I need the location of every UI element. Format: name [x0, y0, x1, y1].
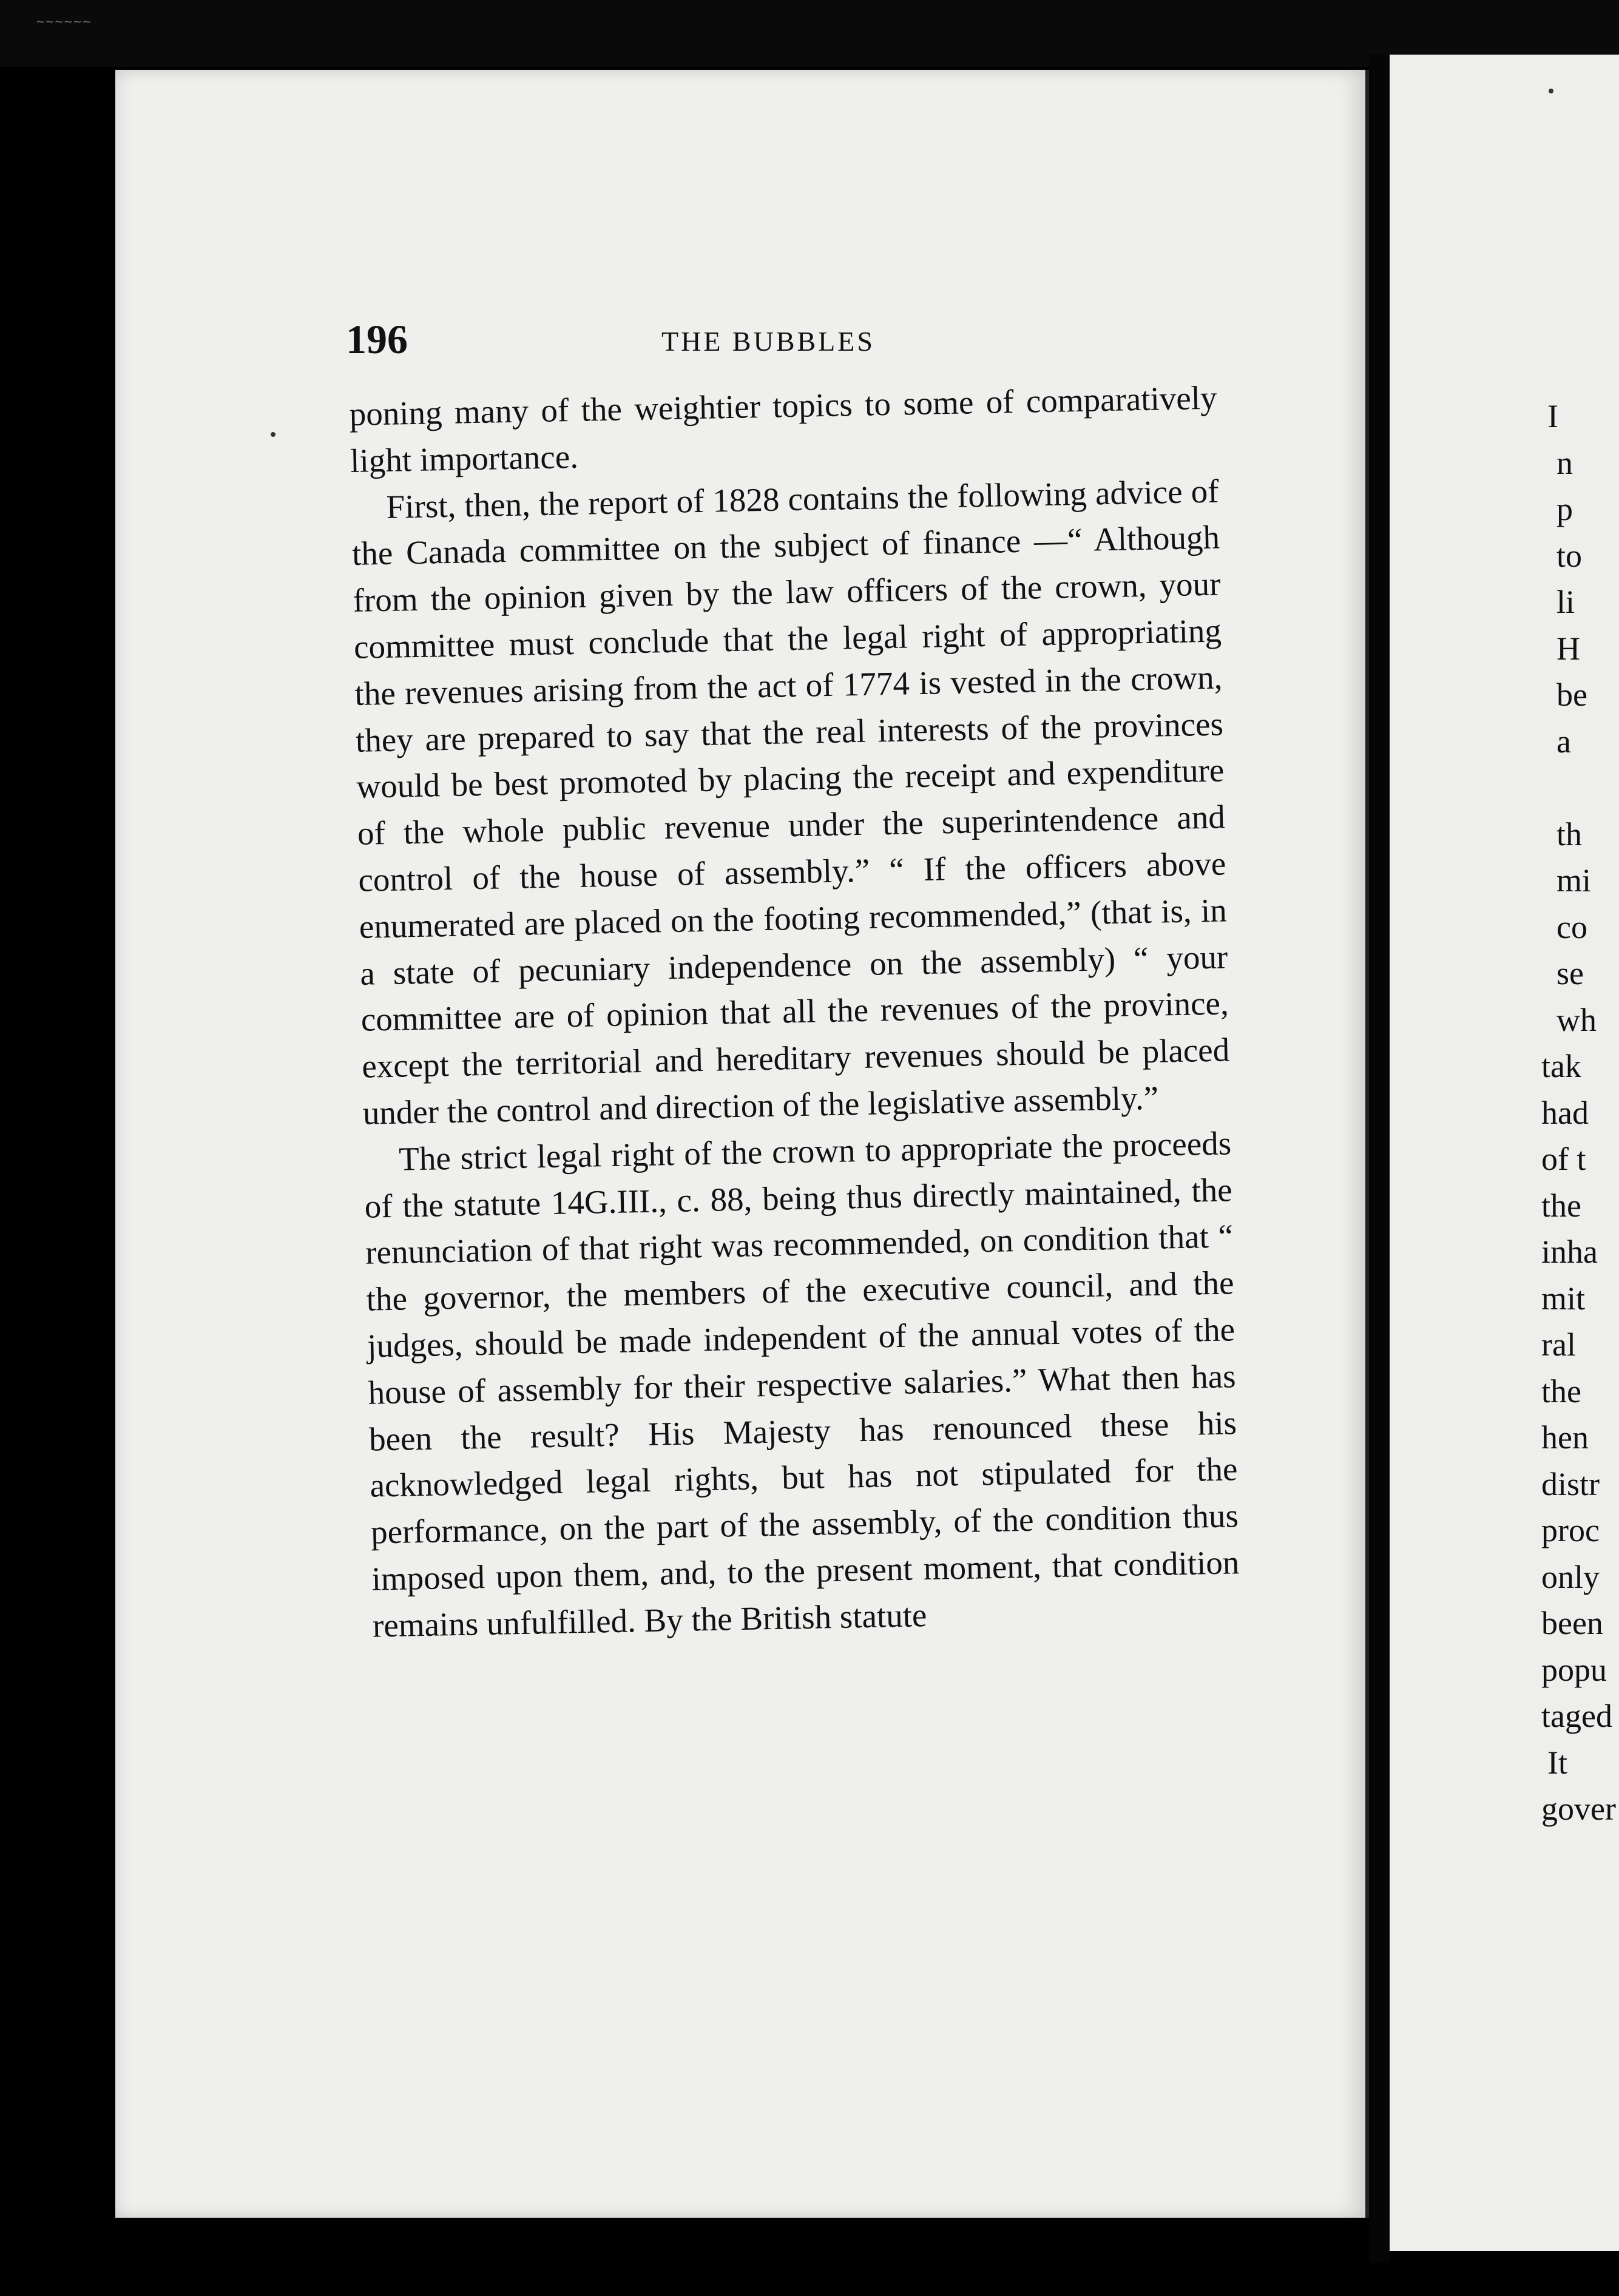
facing-page-fragment: been	[1541, 1605, 1603, 1641]
margin-speck	[271, 432, 275, 437]
facing-page-fragment: tak	[1541, 1048, 1581, 1084]
facing-page-fragment: had	[1541, 1094, 1589, 1131]
facing-page-fragment: proc	[1541, 1512, 1600, 1548]
paragraph: The strict legal right of the crown to appropriate the proceeds of the statute 14G.III., c. 88, being thus directly maintained, the renunciation of that right was recommended, on condition that “ the governor, the members of the executive council, and the judges, should be made independent of the annual votes of the house of assembly for their respective salaries.” What then has been the result? His Majesty has renounced these his acknowledged legal rights, but has not stipulated for the performance, on the part of the assembly, of the condition thus imposed upon them, and, to the present moment, that condition remains unfulfilled. By the British statute	[364, 1124, 1240, 1644]
facing-page-fragment: co	[1556, 908, 1587, 945]
body-text	[349, 375, 1241, 1650]
page-header	[346, 316, 1220, 370]
facing-page-fragment: mit	[1541, 1280, 1586, 1317]
facing-page-fragment: to	[1556, 537, 1583, 574]
facing-page-fragment: of t	[1541, 1141, 1586, 1177]
facing-page-fragment: th	[1556, 815, 1583, 853]
facing-page-edge	[1390, 55, 1619, 2251]
facing-page-fragment: distr	[1541, 1465, 1600, 1502]
facing-page-fragment: se	[1556, 955, 1584, 991]
facing-page-fragment: gover	[1541, 1791, 1616, 1827]
facing-page-fragment: H	[1556, 630, 1580, 667]
page-number: 196	[346, 316, 408, 362]
facing-page-fragment: hen	[1541, 1419, 1589, 1456]
paragraph: First, then, the report of 1828 contains the following advice of the Canada committee on the subject of finance —“ Although from the opinion given by the law officers of the crown, your committee must conclude that the legal right of appropriating the revenues arising from the act of 1774 is vested in the crown, they are prepared to say that the real interests of the provinces would be best promoted by placing the receipt and expenditure of the whole public revenue under the superintendence and control of the house of assembly.” “ If the officers above enumerated are placed on the footing recommended,” (that is, in a state of pecuniary independence on the assembly) “ your committee are of opinion that all the revenues of the province, except the territorial and hereditary revenues should be placed under the control and direction of the legislative assembly.”	[351, 472, 1230, 1132]
paragraph: poning many of the weightier topics to some of comparatively light importance.	[349, 379, 1218, 479]
running-head: THE BUBBLES	[661, 326, 875, 357]
facing-page-fragment: taged	[1541, 1698, 1612, 1734]
margin-speck	[1549, 89, 1553, 93]
facing-page-fragment: li	[1556, 584, 1575, 620]
facing-page-fragment: popu	[1541, 1651, 1607, 1688]
book-gutter	[1369, 55, 1390, 2263]
facing-page-fragment: only	[1541, 1558, 1600, 1595]
facing-page-fragment: It	[1547, 1744, 1567, 1781]
facing-page-fragment: the	[1541, 1373, 1581, 1410]
scan-corner-mark: ~~~~~~	[36, 15, 92, 30]
facing-page-fragment: I	[1547, 398, 1558, 434]
facing-page-fragment: ral	[1541, 1326, 1576, 1363]
facing-page-fragment: be	[1556, 677, 1587, 713]
facing-page-fragment: p	[1556, 491, 1573, 527]
facing-page-fragment: mi	[1556, 862, 1592, 899]
facing-page-fragment: the	[1541, 1187, 1581, 1224]
facing-page-fragment: wh	[1556, 1001, 1597, 1038]
facing-page-fragment: inha	[1541, 1234, 1598, 1270]
facing-page-fragment: n	[1556, 444, 1573, 481]
facing-page-fragment: a	[1556, 723, 1571, 760]
